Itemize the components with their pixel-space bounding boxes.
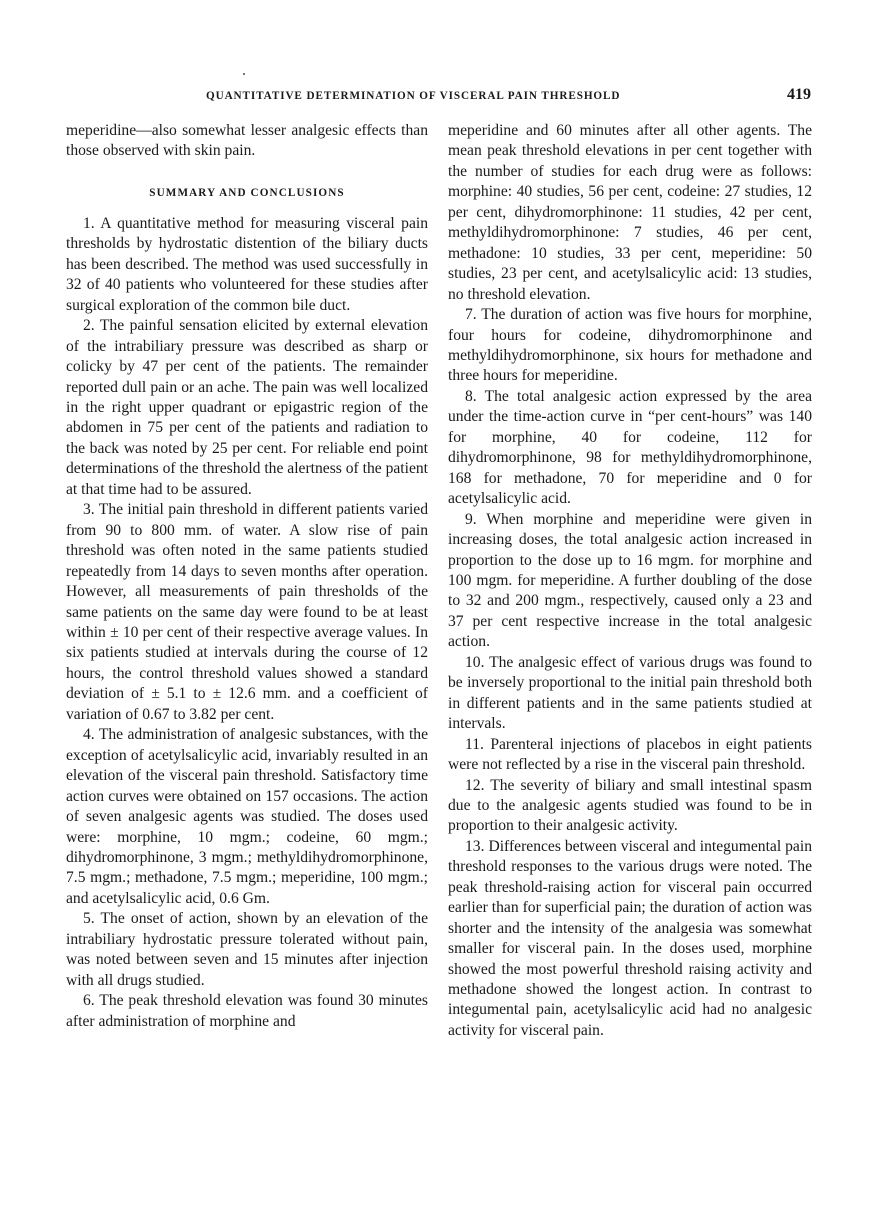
conclusion-item-13: 13. Differences between visceral and integumental pain threshold responses to the various drugs were noted. The peak threshold-raising action for visceral pain occurred earlier than for superficial pain; the duration of action was shorter and the intensity of the analgesia was somewhat smaller for visceral pain. In the doses used, morphine showed the most powerful threshold raising activity and methadone showed the longest action. In contrast to integumental pain, acetylsalicylic acid had no analgesic activity for visceral pain. <box>448 837 812 1039</box>
left-column <box>66 121 428 1032</box>
conclusion-item-1: 1. A quantitative method for measuring visceral pain thresholds by hydrostatic distention of the biliary ducts has been described. The method was used successfully in 32 of 40 patients who volunteered for these studies after surgical exploration of the common bile duct. <box>66 214 428 314</box>
conclusion-item-11: 11. Parenteral injections of placebos in eight patients were not reflected by a rise in the visceral pain threshold. <box>448 735 812 774</box>
conclusion-item-2: 2. The painful sensation elicited by external elevation of the intrabiliary pressure was described as sharp or colicky by 47 per cent of the patients. The remainder reported dull pain or an ache. The pain was well localized in the right upper quadrant or epigastric region of the abdomen in 75 per cent of the patients and radiation to the back was noted by 25 per cent. For reliable end point determinations of the threshold the alertness of the patient at that time had to be assured. <box>66 317 429 498</box>
conclusion-item-12: 12. The severity of biliary and small intestinal spasm due to the analgesic agents studied was found to be in proportion to their analgesic activity. <box>448 776 812 835</box>
conclusion-item-8: 8. The total analgesic action expressed by the area under the time-action curve in “per cent-hours” was 140 for morphine, 40 for codeine, 112 for dihydromorphinone, 98 for methyldihydromorphinone, 168 for methadone, 70 for meperidine and 0 for acetylsalicylic acid. <box>448 387 812 508</box>
conclusion-item-6: 6. The peak threshold elevation was found 30 minutes after administration of morphine and <box>66 992 428 1030</box>
page-number: 419 <box>787 86 811 103</box>
conclusion-item-10: 10. The analgesic effect of various drugs was found to be inversely proportional to the initial pain threshold both in different patients and in the same patients studied at intervals. <box>448 653 812 733</box>
running-title: QUANTITATIVE DETERMINATION OF VISCERAL PAIN THRESHOLD <box>206 90 621 102</box>
conclusion-item-3: 3. The initial pain threshold in different patients varied from 90 to 800 mm. of water. A slow rise of pain threshold was often noted in the same patients studied repeatedly from 14 days to seven months after operation. However, all measurements of pain thresholds of the same patients on the same day were found to be at least within ± 10 per cent of their respective average values. In six patients studied at intervals during the course of 12 hours, the control threshold values showed a standard deviation of ± 5.1 to ± 12.6 mm. and a coefficient of variation of 0.67 to 3.82 per cent. <box>66 501 428 723</box>
section-heading: SUMMARY AND CONCLUSIONS <box>149 186 345 199</box>
conclusion-item-7: 7. The duration of action was five hours for morphine, four hours for codeine, dihydromorphinone and methyldihydromorphinone, six hours for methadone and three hours for meperidine. <box>448 306 812 385</box>
continuation-paragraph: meperidine—also somewhat lesser analgesic effects than those observed with skin pain. <box>66 122 428 160</box>
conclusion-item-9: 9. When morphine and meperidine were given in increasing doses, the total analgesic action increased in proportion to the dose up to 16 mgm. for morphine and 100 mgm. for meperidine. A further doubling of the dose to 32 and 200 mgm., respectively, caused only a 23 and 37 per cent respective increase in the total analgesic action. <box>448 510 812 651</box>
conclusion-item-4: 4. The administration of analgesic substances, with the exception of acetylsalicylic acid, invariably resulted in an elevation of the visceral pain threshold. Satisfactory time action curves were obtained on 157 occasions. The action of seven analgesic agents was studied. The doses used were: morphine, 10 mgm.; codeine, 60 mgm.; dihydromorphinone, 3 mgm.; methyldihydromorphinone, 7.5 mgm.; methadone, 7.5 mgm.; meperidine, 100 mgm.; and acetylsalicylic acid, 0.6 Gm. <box>66 726 428 907</box>
continuation-paragraph: meperidine and 60 minutes after all other agents. The mean peak threshold elevations in per cent together with the number of studies for each drug were as follows: morphine: 40 studies, 56 per cent, codeine: 27 studies, 12 per cent, dihydromorphinone: 11 studies, 42 per cent, methyldihydromorphinone: 7 studies, 46 per cent, methadone: 10 studies, 33 per cent, meperidine: 50 studies, 23 per cent, and acetylsalicylic acid: 13 studies, no threshold elevation. <box>448 122 812 303</box>
right-column <box>448 121 812 1041</box>
scan-speck <box>243 73 245 75</box>
running-header <box>206 88 811 108</box>
conclusion-item-5: 5. The onset of action, shown by an elevation of the intrabiliary hydrostatic pressure tolerated without pain, was noted between seven and 15 minutes after injection with all drugs studied. <box>66 910 428 989</box>
